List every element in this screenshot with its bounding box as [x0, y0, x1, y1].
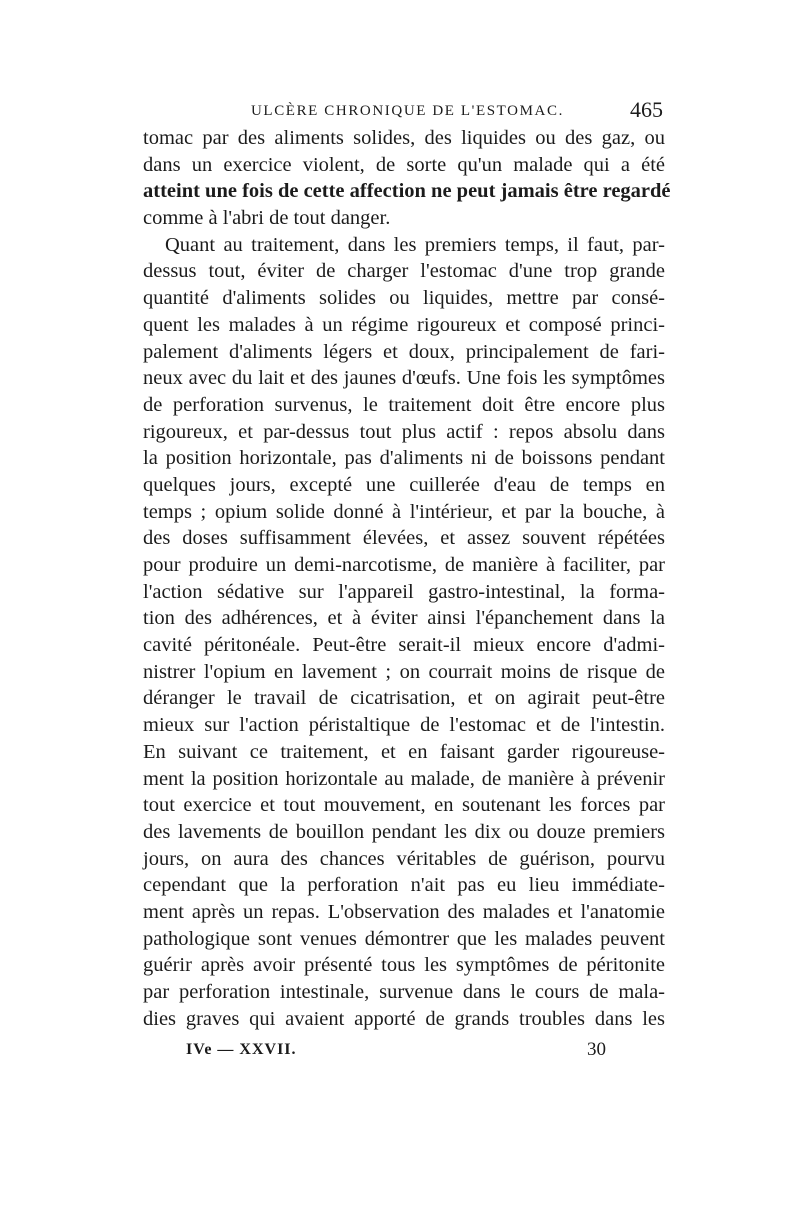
text-line: ment après un repas. L'observation des malades et l'anatomie: [143, 900, 665, 923]
text-line: cavité péritonéale. Peut-être serait-il mieux encore d'admi-: [143, 634, 665, 657]
text-line: l'action sédative sur l'appareil gastro-intestinal, la forma-: [143, 580, 665, 603]
text-line: des doses suffisamment élevées, et assez souvent répétées: [143, 527, 665, 550]
text-line: comme à l'abri de tout danger.: [143, 207, 391, 230]
text-line: ment la position horizontale au malade, de manière à prévenir: [143, 767, 665, 790]
text-line: dessus tout, éviter de charger l'estomac d'une trop grande: [143, 260, 665, 283]
text-line: neux avec du lait et des jaunes d'œufs. Une fois les symptômes: [143, 367, 665, 390]
text-line: tout exercice et tout mouvement, en soutenant les forces par: [143, 794, 665, 817]
text-line: pathologique sont venues démontrer que les malades peuvent: [143, 927, 665, 950]
text-line: cependant que la perforation n'ait pas eu lieu immédiate-: [143, 874, 665, 897]
text-line: déranger le travail de cicatrisation, et on agirait peut-être: [143, 687, 665, 710]
text-line: quantité d'aliments solides ou liquides, mettre par consé-: [143, 287, 665, 310]
text-line: palement d'aliments légers et doux, principalement de fari-: [143, 340, 665, 363]
text-line: guérir après avoir présenté tous les symptômes de péritonite: [143, 954, 665, 977]
text-line: la position horizontale, pas d'aliments ni de boissons pendant: [143, 447, 665, 470]
text-line: temps ; opium solide donné à l'intérieur, et par la bouche, à: [143, 500, 665, 523]
text-line: par perforation intestinale, survenue dans le cours de mala-: [143, 981, 665, 1003]
text-line: dans un exercice violent, de sorte qu'un malade qui a été: [143, 153, 665, 176]
signature-mark: IVe — XXVII.: [186, 1041, 297, 1058]
body-text: [143, 125, 671, 1032]
text-line: pour produire un demi-narcotisme, de manière à faciliter, par: [143, 554, 665, 576]
text-line: quelques jours, excepté une cuillerée d'eau de temps en: [143, 473, 665, 496]
page-number: 465: [630, 97, 663, 122]
text-line: jours, on aura des chances véritables de guérison, pourvu: [143, 847, 665, 870]
text-line: nistrer l'opium en lavement ; on courrait moins de risque de: [143, 660, 665, 683]
text-line: En suivant ce traitement, et en faisant garder rigoureuse-: [143, 740, 665, 763]
sheet-number: 30: [587, 1039, 606, 1060]
running-title: ULCÈRE CHRONIQUE DE L'ESTOMAC.: [251, 103, 564, 119]
text-line: tion des adhérences, et à éviter ainsi l'épanchement dans la: [143, 607, 665, 630]
paragraph-first-line: Quant au traitement, dans les premiers temps, il faut, par-: [165, 233, 665, 256]
text-line: dies graves qui avaient apporté de grands troubles dans les: [143, 1007, 665, 1030]
text-line: rigoureux, et par-dessus tout plus actif : repos absolu dans: [143, 420, 665, 443]
page-footer: [186, 1041, 606, 1071]
text-line: mieux sur l'action péristaltique de l'estomac et de l'intestin.: [143, 714, 665, 737]
running-header: [143, 95, 663, 125]
text-line: des lavements de bouillon pendant les dix ou douze premiers: [143, 820, 665, 843]
text-line: tomac par des aliments solides, des liquides ou des gaz, ou: [143, 127, 665, 149]
text-line: atteint une fois de cette affection ne peut jamais être regardé: [143, 180, 671, 203]
text-line: quent les malades à un régime rigoureux et composé princi-: [143, 313, 665, 336]
text-line: de perforation survenus, le traitement doit être encore plus: [143, 393, 665, 416]
